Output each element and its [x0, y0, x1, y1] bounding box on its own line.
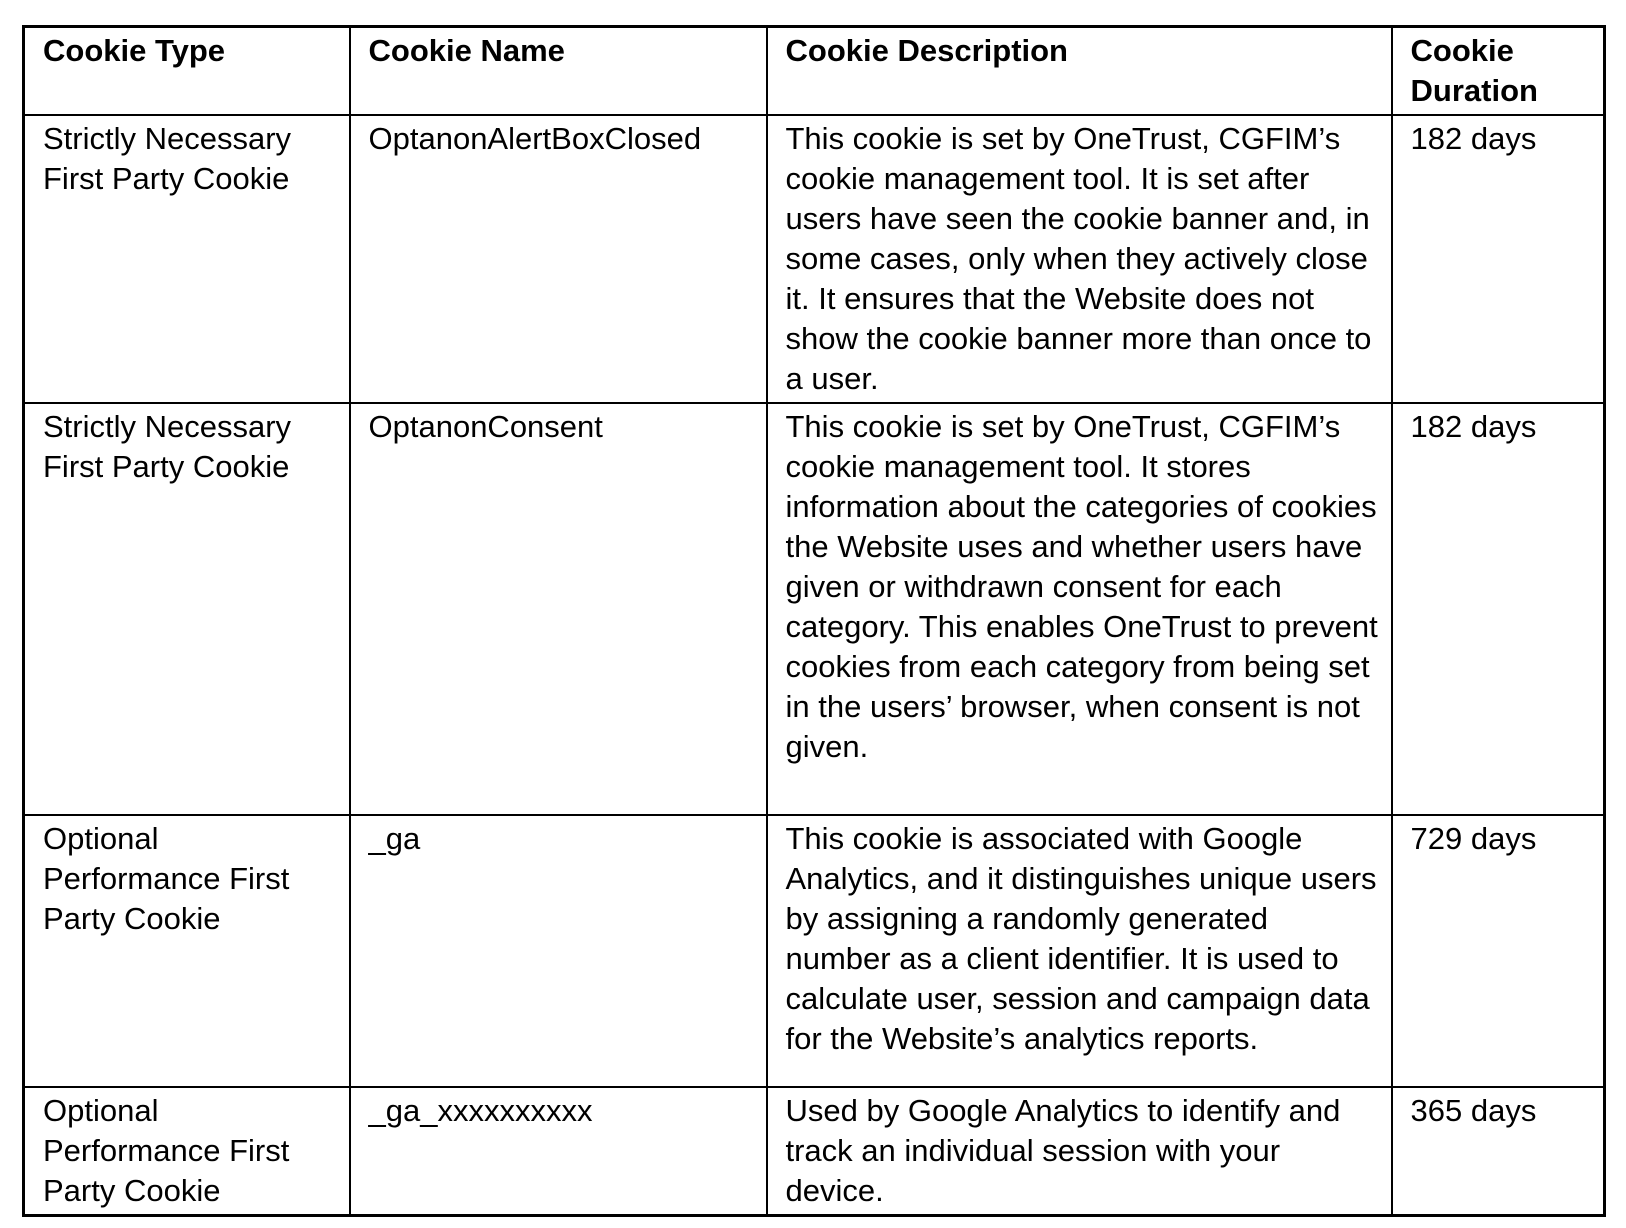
header-cookie-type: Cookie Type — [24, 27, 350, 116]
cell-cookie-description: Used by Google Analytics to identify and track an individual session with your device. — [767, 1087, 1392, 1216]
table-header-row — [24, 27, 1605, 116]
table-row — [24, 1087, 1605, 1216]
cell-cookie-type: Strictly Necessary First Party Cookie — [24, 115, 350, 403]
table-row — [24, 403, 1605, 815]
cell-cookie-type: Optional Performance First Party Cookie — [24, 815, 350, 1087]
cell-cookie-type: Strictly Necessary First Party Cookie — [24, 403, 350, 815]
cell-cookie-type: Optional Performance First Party Cookie — [24, 1087, 350, 1216]
table-row — [24, 115, 1605, 403]
cell-cookie-description: This cookie is set by OneTrust, CGFIM’s cookie management tool. It stores information about the categories of cookies the Website uses and whether users have given or withdrawn consent for each category. This enables OneTrust to prevent cookies from each category from being set in the users’ browser, when consent is not given. — [767, 403, 1392, 815]
cell-cookie-name: _ga — [350, 815, 767, 1087]
cell-cookie-name: OptanonConsent — [350, 403, 767, 815]
cell-cookie-description: This cookie is set by OneTrust, CGFIM’s cookie management tool. It is set after users have seen the cookie banner and, in some cases, only when they actively close it. It ensures that the Website does not show the cookie banner more than once to a user. — [767, 115, 1392, 403]
cell-cookie-duration: 182 days — [1392, 115, 1605, 403]
header-cookie-description: Cookie Description — [767, 27, 1392, 116]
cell-cookie-duration: 182 days — [1392, 403, 1605, 815]
table-row — [24, 815, 1605, 1087]
cell-cookie-name: OptanonAlertBoxClosed — [350, 115, 767, 403]
cell-cookie-description: This cookie is associated with Google Analytics, and it distinguishes unique users by assigning a randomly generated number as a client identifier. It is used to calculate user, session and campaign data for the Website’s analytics reports. — [767, 815, 1392, 1087]
header-cookie-name: Cookie Name — [350, 27, 767, 116]
cookie-table — [22, 25, 1606, 1217]
cell-cookie-duration: 729 days — [1392, 815, 1605, 1087]
cell-cookie-duration: 365 days — [1392, 1087, 1605, 1216]
header-cookie-duration: Cookie Duration — [1392, 27, 1605, 116]
cell-cookie-name: _ga_xxxxxxxxxx — [350, 1087, 767, 1216]
